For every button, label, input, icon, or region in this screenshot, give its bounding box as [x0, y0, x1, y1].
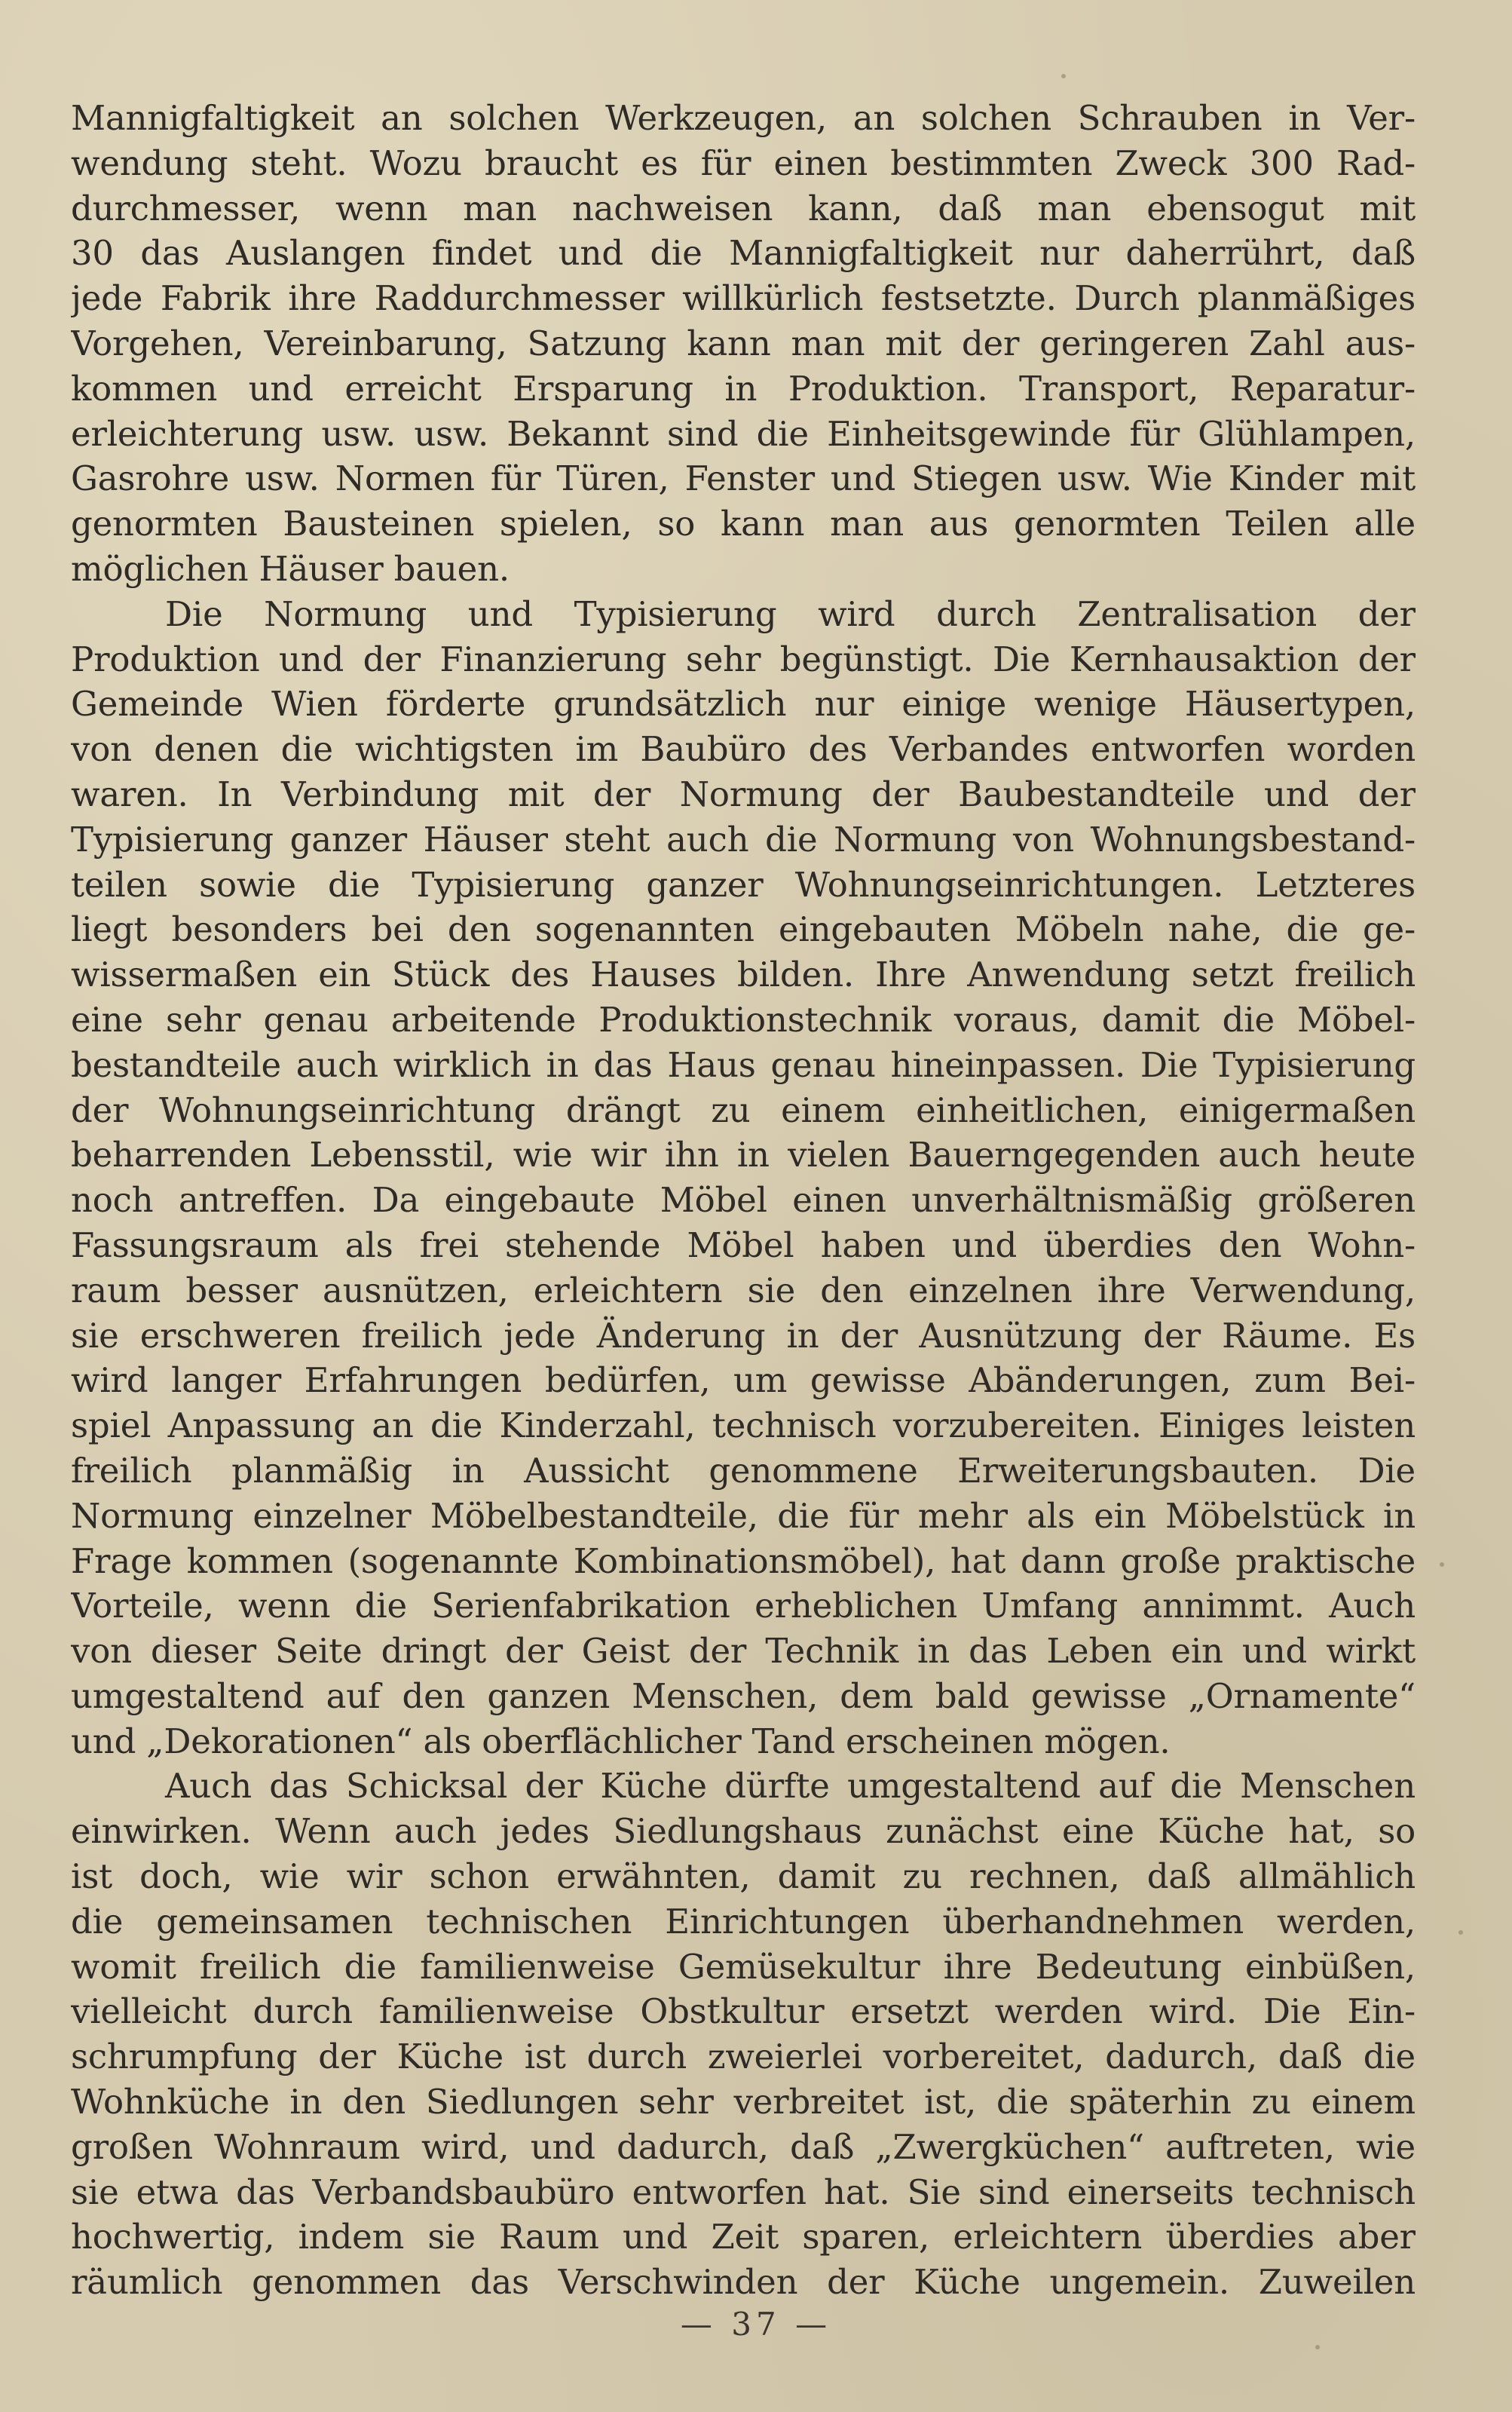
text-line: hochwertig, indem sie Raum und Zeit sparen, erleichtern überdies aber	[71, 2217, 1416, 2257]
text-line: Mannigfaltigkeit an solchen Werkzeugen, an solchen Schrauben in Ver-	[71, 98, 1416, 138]
text-line: schrumpfung der Küche ist durch zweierlei vorbereitet, dadurch, daß die	[71, 2037, 1416, 2077]
page-body	[71, 96, 1416, 2305]
text-line: vielleicht durch familienweise Obstkultur ersetzt werden wird. Die Ein-	[71, 1991, 1416, 2032]
text-line: Vorteile, wenn die Serienfabrikation erheblichen Umfang annimmt. Auch	[71, 1586, 1416, 1626]
text-line: Auch das Schicksal der Küche dürfte umgestaltend auf die Menschen	[165, 1766, 1416, 1807]
text-line: Gasrohre usw. Normen für Türen, Fenster und Stiegen usw. Wie Kinder mit	[71, 458, 1416, 499]
text-line: großen Wohnraum wird, und dadurch, daß „Zwergküchen“ auftreten, wie	[71, 2126, 1416, 2167]
text-line: erleichterung usw. usw. Bekannt sind die Einheitsgewinde für Glühlampen,	[71, 413, 1416, 454]
text-line: beharrenden Lebensstil, wie wir ihn in vielen Bauerngegenden auch heute	[71, 1135, 1416, 1175]
text-line: freilich planmäßig in Aussicht genommene Erweiterungsbauten. Die	[71, 1450, 1416, 1491]
paper-speck	[1315, 2345, 1320, 2349]
paper-speck	[1458, 1930, 1463, 1935]
text-line: und „Dekorationen“ als oberflächlicher Tand erscheinen mögen.	[71, 1721, 1171, 1761]
text-line: Normung einzelner Möbelbestandteile, die für mehr als ein Möbelstück in	[71, 1495, 1416, 1536]
text-line: wird langer Erfahrungen bedürfen, um gewisse Abänderungen, zum Bei-	[71, 1360, 1416, 1401]
text-line: jede Fabrik ihre Raddurchmesser willkürlich festsetzte. Durch planmäßiges	[71, 278, 1416, 319]
paragraph-1	[71, 96, 1416, 592]
text-line: noch antreffen. Da eingebaute Möbel einen unverhältnismäßig größeren	[71, 1180, 1416, 1221]
text-line: genormten Bausteinen spielen, so kann man aus genormten Teilen alle	[71, 504, 1416, 544]
text-line: räumlich genommen das Verschwinden der Küche ungemein. Zuweilen	[71, 2262, 1416, 2303]
text-line: eine sehr genau arbeitende Produktionstechnik voraus, damit die Möbel-	[71, 999, 1416, 1040]
text-line: kommen und erreicht Ersparung in Produktion. Transport, Reparatur-	[71, 368, 1416, 409]
text-line: von dieser Seite dringt der Geist der Technik in das Leben ein und wirkt	[71, 1631, 1416, 1672]
text-line: umgestaltend auf den ganzen Menschen, dem bald gewisse „Ornamente“	[71, 1675, 1416, 1716]
text-line: Gemeinde Wien förderte grundsätzlich nur einige wenige Häusertypen,	[71, 684, 1416, 725]
text-line: spiel Anpassung an die Kinderzahl, technisch vorzubereiten. Einiges leisten	[71, 1405, 1416, 1446]
text-line: wendung steht. Wozu braucht es für einen bestimmten Zweck 300 Rad-	[71, 143, 1416, 183]
text-line: teilen sowie die Typisierung ganzer Wohnungseinrichtungen. Letzteres	[71, 864, 1416, 905]
text-line: Wohnküche in den Siedlungen sehr verbreitet ist, die späterhin zu einem	[71, 2082, 1416, 2122]
text-line: Frage kommen (sogenannte Kombinationsmöbel), hat dann große praktische	[71, 1540, 1416, 1581]
text-line: einwirken. Wenn auch jedes Siedlungshaus zunächst eine Küche hat, so	[71, 1811, 1416, 1852]
page-number: — 37 —	[680, 2306, 832, 2343]
paper-speck	[1061, 74, 1066, 78]
text-line: die gemeinsamen technischen Einrichtungen überhandnehmen werden,	[71, 1901, 1416, 1942]
text-line: von denen die wichtigsten im Baubüro des Verbandes entworfen worden	[71, 729, 1416, 770]
text-line: der Wohnungseinrichtung drängt zu einem einheitlichen, einigermaßen	[71, 1090, 1416, 1130]
paragraph-2	[71, 592, 1416, 1764]
text-line: waren. In Verbindung mit der Normung der Baubestandteile und der	[71, 774, 1416, 814]
text-line: bestandteile auch wirklich in das Haus genau hineinpassen. Die Typisierung	[71, 1044, 1416, 1085]
text-line: ist doch, wie wir schon erwähnten, damit zu rechnen, daß allmählich	[71, 1856, 1416, 1897]
text-line: Die Normung und Typisierung wird durch Zentralisation der	[165, 593, 1416, 634]
text-line: liegt besonders bei den sogenannten eingebauten Möbeln nahe, die ge-	[71, 909, 1416, 950]
paragraph-3	[71, 1764, 1416, 2305]
text-line: wissermaßen ein Stück des Hauses bilden. Ihre Anwendung setzt freilich	[71, 955, 1416, 995]
text-line: Typisierung ganzer Häuser steht auch die Normung von Wohnungsbestand-	[71, 819, 1416, 860]
text-line: Produktion und der Finanzierung sehr begünstigt. Die Kernhausaktion der	[71, 639, 1416, 679]
text-line: raum besser ausnützen, erleichtern sie den einzelnen ihre Verwendung,	[71, 1270, 1416, 1310]
text-line: durchmesser, wenn man nachweisen kann, daß man ebensogut mit	[71, 188, 1416, 228]
text-line: Fassungsraum als frei stehende Möbel haben und überdies den Wohn-	[71, 1224, 1416, 1265]
paper-speck	[1440, 1562, 1444, 1567]
text-line: möglichen Häuser bauen.	[71, 548, 510, 589]
text-line: sie erschweren freilich jede Änderung in der Ausnützung der Räume. Es	[71, 1315, 1416, 1356]
text-line: sie etwa das Verbandsbaubüro entworfen hat. Sie sind einerseits technisch	[71, 2171, 1416, 2212]
text-line: Vorgehen, Vereinbarung, Satzung kann man mit der geringeren Zahl aus-	[71, 323, 1416, 363]
text-line: womit freilich die familienweise Gemüsekultur ihre Bedeutung einbüßen,	[71, 1946, 1416, 1987]
text-line: 30 das Auslangen findet und die Mannigfaltigkeit nur daherrührt, daß	[71, 233, 1416, 274]
